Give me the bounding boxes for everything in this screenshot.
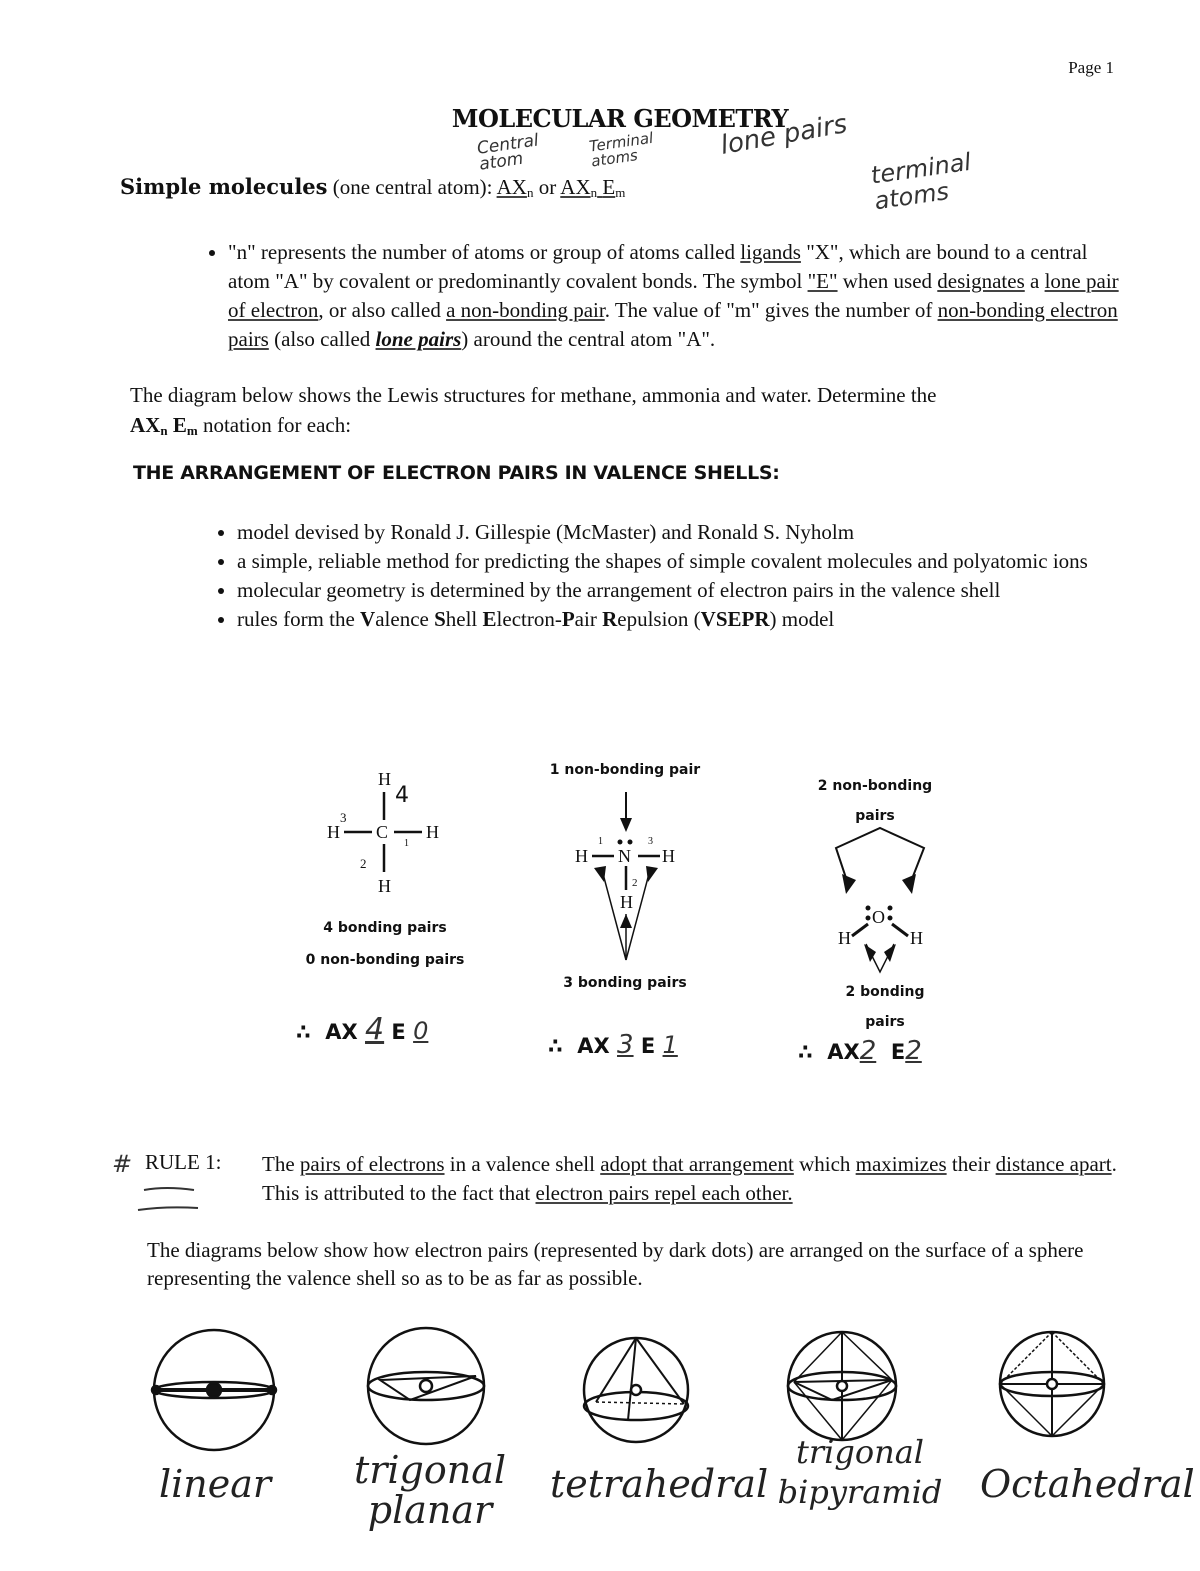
rule1-text: The pairs of electrons in a valence shell adopt that arrangement which maximizes their distance apart. This is attributed to the fact that electron pairs repel each other. [262, 1152, 1117, 1205]
ammonia-h-right: H [662, 846, 675, 866]
water-nonbonding-label-1: 2 non-bonding [817, 778, 933, 794]
sphere-octahedral [1000, 1332, 1104, 1436]
vsepr-bullet-acronym: • rules form the Valence Shell Electron-Pair Repulsion (VSEPR) model [237, 605, 1137, 634]
intro-line2: $AX_n$ $E_m$ notation for each: [130, 413, 352, 438]
methane-structure [327, 769, 439, 896]
geometry-label-trigonal-bipyramid: trigonal bipyramid [777, 1433, 943, 1511]
ammonia-h-left: H [575, 846, 588, 866]
geometry-label-octahedral: Octahedral [980, 1462, 1195, 1506]
annotation-central-atom: Central atom [475, 130, 540, 175]
methane-h-left: H [327, 822, 340, 842]
methane-ax-notation: ∴ AX 4 E 0 [296, 1012, 429, 1047]
spheres-paragraph: The diagrams below show how electron pairs (represented by dark dots) are arranged on the surface of a sphere representing the valence shell so as to be as far as possible. [147, 1238, 1084, 1290]
geometry-spheres [0, 1320, 1200, 1460]
ammonia-hand-3: 3 [648, 836, 653, 847]
geometry-label-trigonal-planar: trigonal planar [353, 1448, 507, 1532]
methane-hand-2: 2 [360, 856, 367, 871]
methane-nonbonding-label: 0 non-bonding pairs [305, 952, 465, 968]
simple-or: or [538, 175, 557, 199]
annotation-terminal-atoms: Terminal atoms [588, 128, 655, 171]
ammonia-n: N [618, 846, 631, 866]
lewis-structures [0, 740, 1200, 1080]
simple-molecules-line [120, 174, 625, 201]
section-heading: THE ARRANGEMENT OF ELECTRON PAIRS IN VALENCE SHELLS: [133, 462, 780, 484]
water-structure [836, 828, 924, 972]
water-h-left: H [838, 928, 851, 948]
sphere-linear [152, 1330, 276, 1450]
annotation-terminal-atoms-right: terminal atoms [869, 147, 973, 216]
rule-underline-marks [136, 1180, 206, 1220]
methane-hand-4: 4 [395, 783, 409, 808]
sphere-trigonal-bipyramid [788, 1332, 896, 1440]
water-bonding-label-1: 2 bonding [845, 984, 925, 1000]
ammonia-nonbonding-label: 1 non-bonding pair [549, 762, 701, 778]
sphere-tetrahedral [584, 1338, 688, 1442]
ammonia-structure [575, 792, 675, 960]
vsepr-bullet: • a simple, reliable method for predicting the shapes of simple covalent molecules and polyatomic ions [237, 547, 1137, 576]
geometry-label-tetrahedral: tetrahedral [550, 1462, 769, 1506]
rule-mark: # [112, 1150, 133, 1178]
methane-h-bottom: H [378, 876, 391, 896]
methane-hand-3: 3 [340, 810, 347, 825]
intro-line1: The diagram below shows the Lewis structures for methane, ammonia and water. Determine the [130, 383, 937, 407]
ammonia-h-bottom: H [620, 892, 633, 912]
intro-paragraph [130, 380, 1130, 446]
sphere-trigonal-planar [368, 1328, 484, 1444]
ammonia-hand-2: 2 [632, 877, 638, 889]
geometry-label-linear: linear [158, 1462, 272, 1506]
ammonia-bonding-label: 3 bonding pairs [563, 975, 687, 991]
formula-axnem: $AX_n$ $E_m$ [560, 175, 626, 200]
ammonia-hand-1: 1 [598, 836, 603, 847]
simple-paren: (one central atom): [332, 175, 493, 199]
water-o: O [872, 907, 885, 927]
vsepr-bullet: • molecular geometry is determined by the arrangement of electron pairs in the valence shell [237, 576, 1137, 605]
page-title: MOLECULAR GEOMETRY [451, 104, 789, 133]
vsepr-bullet: • model devised by Ronald J. Gillespie (McMaster) and Ronald S. Nyholm [237, 518, 1137, 547]
water-ax-notation: ∴ AX2 E2 [798, 1036, 922, 1066]
page-number: Page 1 [1068, 58, 1114, 77]
simple-heading: Simple molecules [120, 174, 328, 199]
water-bonding-label-2: pairs [865, 1014, 905, 1030]
definition-text: • "n" represents the number of atoms or group of atoms called ligands "X", which are bound to a central atom "A" by covalent or predominantly covalent bonds. The symbol "E" when used designates a lone pair of electron, or also called a non-bonding pair. The value of "m" gives the number of non-bonding electron pairs (also called lone pairs) around the central atom "A". [228, 238, 1128, 354]
methane-h-top: H [378, 769, 391, 789]
formula-axn: $AX_n$ [496, 175, 534, 200]
water-nonbonding-label-2: pairs [855, 808, 895, 824]
methane-hand-1: 1 [404, 838, 409, 849]
methane-c: C [376, 822, 389, 842]
rule1-label: RULE 1: [145, 1150, 222, 1174]
annotation-lone-pairs: lone pairs [718, 109, 850, 161]
vsepr-bullets [207, 518, 1137, 634]
methane-bonding-label: 4 bonding pairs [323, 920, 447, 936]
definition-bullet [198, 238, 1128, 354]
water-h-right: H [910, 928, 923, 948]
methane-h-right: H [426, 822, 439, 842]
ammonia-ax-notation: ∴ AX 3 E 1 [548, 1030, 678, 1060]
